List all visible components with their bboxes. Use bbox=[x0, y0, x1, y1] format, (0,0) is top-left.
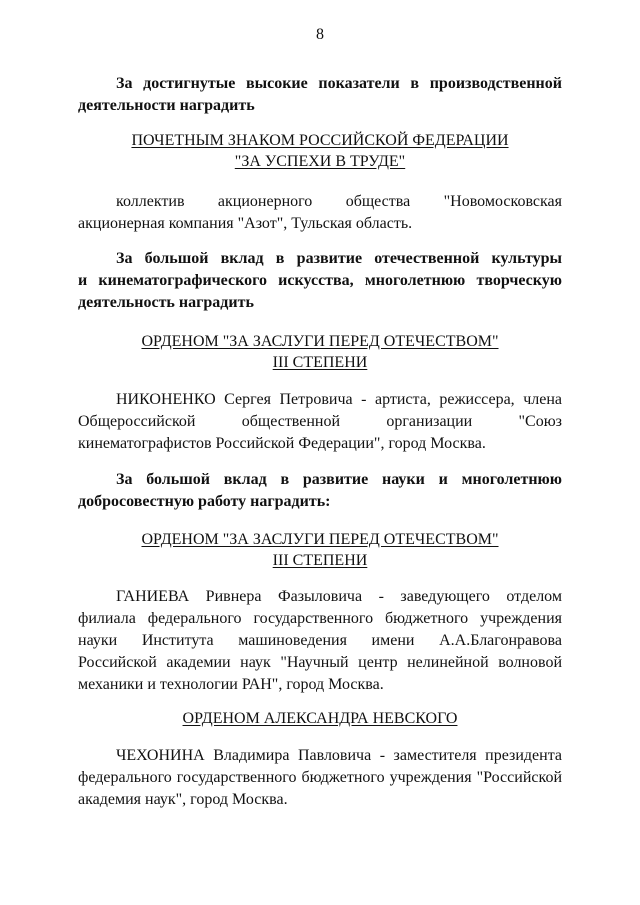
section-4-recipient-line-2: федерального государственного бюджетного учреждения "Российской bbox=[78, 769, 562, 786]
section-2-award-line-2: III СТЕПЕНИ bbox=[272, 354, 368, 371]
section-4-award-line-1: ОРДЕНОМ АЛЕКСАНДРА НЕВСКОГО bbox=[182, 710, 458, 727]
section-2-intro-line-3: деятельность наградить bbox=[78, 294, 254, 311]
section-2-intro-line-1: За большой вклад в развитие отечественной культуры bbox=[116, 250, 562, 267]
section-3-intro bbox=[78, 469, 562, 513]
section-4-award-heading bbox=[60, 708, 580, 729]
section-2-recipient-line-2: Общероссийской общественной организации "Союз bbox=[78, 413, 562, 430]
section-3-recipient-line-5: механики и технологии РАН", город Москва. bbox=[78, 676, 384, 693]
section-3-recipient-line-2: филиала федерального государственного бюджетного учреждения bbox=[78, 610, 562, 627]
section-3-award-heading bbox=[60, 529, 580, 571]
section-3-recipient-line-1: ГАНИЕВА Ривнера Фазыловича - заведующего отделом bbox=[116, 588, 562, 605]
section-1-intro bbox=[78, 73, 562, 117]
page-number: 8 bbox=[316, 26, 324, 43]
section-1-recipient-line-1: коллектив акционерного общества "Новомосковская bbox=[116, 193, 562, 210]
section-3-recipient-line-3: науки Института машиноведения имени А.А.Благонравова bbox=[78, 632, 562, 649]
section-2-intro-line-2: и кинематографического искусства, многолетнюю творческую bbox=[78, 272, 562, 289]
section-2-intro bbox=[78, 248, 562, 314]
section-2-award-heading bbox=[60, 331, 580, 373]
section-3-award-line-1: ОРДЕНОМ "ЗА ЗАСЛУГИ ПЕРЕД ОТЕЧЕСТВОМ" bbox=[141, 531, 499, 548]
section-1-award-line-2: "ЗА УСПЕХИ В ТРУДЕ" bbox=[234, 153, 406, 170]
section-1-award-heading bbox=[60, 130, 580, 172]
section-2-recipient bbox=[78, 389, 562, 455]
section-1-intro-line-2: деятельности наградить bbox=[78, 97, 255, 114]
section-2-award-line-1: ОРДЕНОМ "ЗА ЗАСЛУГИ ПЕРЕД ОТЕЧЕСТВОМ" bbox=[141, 333, 499, 350]
section-2-recipient-line-3: кинематографистов Российской Федерации", город Москва. bbox=[78, 435, 486, 452]
section-4-recipient-line-3: академия наук", город Москва. bbox=[78, 791, 288, 808]
section-3-recipient-line-4: Российской академии наук "Научный центр нелинейной волновой bbox=[78, 654, 562, 671]
section-1-intro-line-1: За достигнутые высокие показатели в производственной bbox=[116, 75, 562, 92]
section-2-recipient-line-1: НИКОНЕНКО Сергея Петровича - артиста, режиссера, члена bbox=[116, 391, 562, 408]
section-3-award-line-2: III СТЕПЕНИ bbox=[272, 552, 368, 569]
section-3-recipient bbox=[78, 586, 562, 696]
section-3-intro-line-1: За большой вклад в развитие науки и многолетнюю bbox=[116, 471, 562, 488]
section-3-intro-line-2: добросовестную работу наградить: bbox=[78, 493, 331, 510]
section-4-recipient-line-1: ЧЕХОНИНА Владимира Павловича - заместителя президента bbox=[116, 747, 562, 764]
section-4-recipient bbox=[78, 745, 562, 811]
section-1-recipient-line-2: акционерная компания "Азот", Тульская область. bbox=[78, 215, 413, 232]
section-1-award-line-1: ПОЧЕТНЫМ ЗНАКОМ РОССИЙСКОЙ ФЕДЕРАЦИИ bbox=[131, 132, 509, 149]
section-1-recipient bbox=[78, 191, 562, 235]
